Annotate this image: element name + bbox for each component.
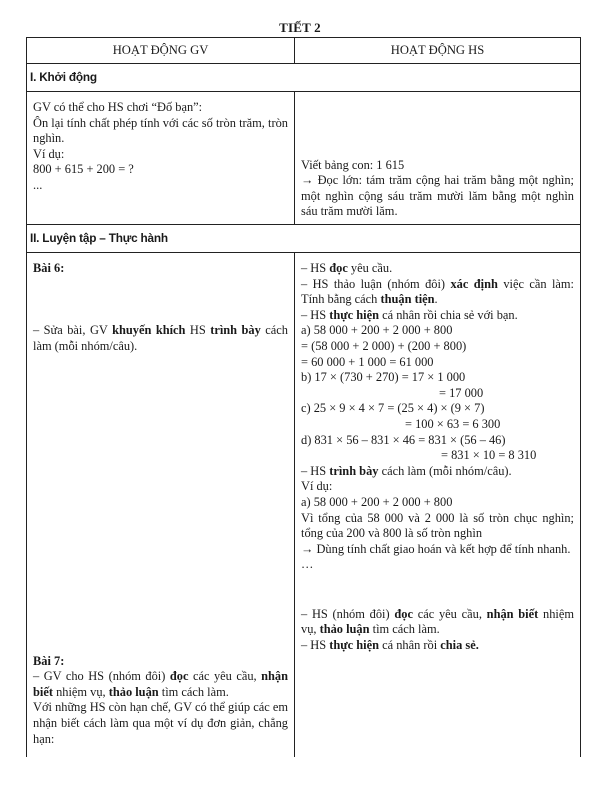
gv-text: Ôn lại tính chất phép tính với các số tròn trăm, tròn nghìn. — [33, 115, 288, 146]
section-heading-khoi-dong: I. Khởi động — [27, 64, 581, 92]
calc-line: = 60 000 + 1 000 = 61 000 — [301, 354, 434, 369]
calc-line: = 17 000 — [439, 385, 484, 400]
cell-hs-khoi-dong — [295, 92, 581, 225]
calc-line: = 831 × 10 = 8 310 — [441, 448, 537, 463]
hs-text: → Đọc lớn: tám trăm cộng hai trăm bằng một nghìn; một nghìn cộng sáu trăm mười lăm bằng một nghìn sáu trăm mười lăm. — [301, 173, 574, 219]
table-row-bai-6-7 — [27, 253, 581, 758]
bai-7-hs-text: – HS (nhóm đôi) đọc các yêu cầu, nhận biết nhiệm vụ, thảo luận tìm cách làm. — [301, 606, 574, 637]
header-hs: HOẠT ĐỘNG HS — [295, 38, 581, 64]
explanation-text: → Dùng tính chất giao hoán và kết hợp để tính nhanh. — [301, 541, 571, 556]
section-row-luyen-tap — [27, 225, 581, 253]
section-row-khoi-dong — [27, 64, 581, 92]
lesson-plan-table — [26, 37, 581, 757]
table-row-khoi-dong — [27, 92, 581, 225]
calc-line: = 100 × 63 = 6 300 — [405, 416, 501, 431]
bai-6-label: Bài 6: — [33, 261, 65, 275]
bai-6-gv-text: – Sửa bài, GV khuyến khích HS trình bày cách làm (mỗi nhóm/câu). — [33, 323, 288, 353]
header-gv: HOẠT ĐỘNG GV — [27, 38, 295, 64]
cell-gv-bai — [27, 253, 295, 758]
gv-text: ... — [33, 177, 43, 192]
explanation-text: Vì tổng của 58 000 và 2 000 là số tròn chục nghìn; tổng của 200 và 800 là số tròn nghìn — [301, 510, 574, 541]
calc-line: c) 25 × 9 × 4 × 7 = (25 × 4) × (9 × 7) — [301, 401, 485, 416]
calc-line: a) 58 000 + 200 + 2 000 + 800 — [301, 494, 453, 509]
bai-6-hs-text: – HS trình bày cách làm (mỗi nhóm/câu). — [301, 463, 512, 478]
example-label: Ví dụ: — [301, 479, 333, 494]
bai-6-hs-text: – HS đọc yêu cầu. — [301, 261, 393, 275]
cell-gv-khoi-dong — [27, 92, 295, 225]
section-heading-luyen-tap: II. Luyện tập – Thực hành — [27, 225, 581, 253]
bai-7-hs-text: – HS thực hiện cá nhân rồi chia sẻ. — [301, 638, 479, 653]
ellipsis: … — [301, 557, 314, 572]
calc-line: b) 17 × (730 + 270) = 17 × 1 000 — [301, 370, 466, 385]
hs-text: Viết bảng con: 1 615 — [301, 157, 405, 172]
calc-line: = (58 000 + 2 000) + (200 + 800) — [301, 338, 467, 353]
cell-hs-bai — [295, 253, 581, 758]
bai-7-label: Bài 7: — [33, 653, 65, 668]
bai-6-hs-text: – HS thảo luận (nhóm đôi) xác định việc cần làm: Tính bằng cách thuận tiện. — [301, 276, 574, 307]
table-header-row — [27, 38, 581, 64]
lesson-title: TIẾT 2 — [279, 20, 321, 35]
calc-line: d) 831 × 56 – 831 × 46 = 831 × (56 – 46) — [301, 432, 506, 447]
gv-text: 800 + 615 + 200 = ? — [33, 162, 134, 177]
calc-line: a) 58 000 + 200 + 2 000 + 800 — [301, 323, 453, 338]
bai-7-gv-note: Với những HS còn hạn chế, GV có thể giúp các em nhận biết cách làm qua một ví dụ đơn giản, chẳng hạn: — [33, 700, 288, 746]
gv-text: Ví dụ: — [33, 146, 65, 161]
bai-7-gv-text: – GV cho HS (nhóm đôi) đọc các yêu cầu, nhận biết nhiệm vụ, thảo luận tìm cách làm. — [33, 669, 288, 699]
gv-text: GV có thể cho HS chơi “Đố bạn”: — [33, 100, 203, 114]
bai-6-hs-text: – HS thực hiện cá nhân rồi chia sẻ với bạn. — [301, 307, 518, 322]
